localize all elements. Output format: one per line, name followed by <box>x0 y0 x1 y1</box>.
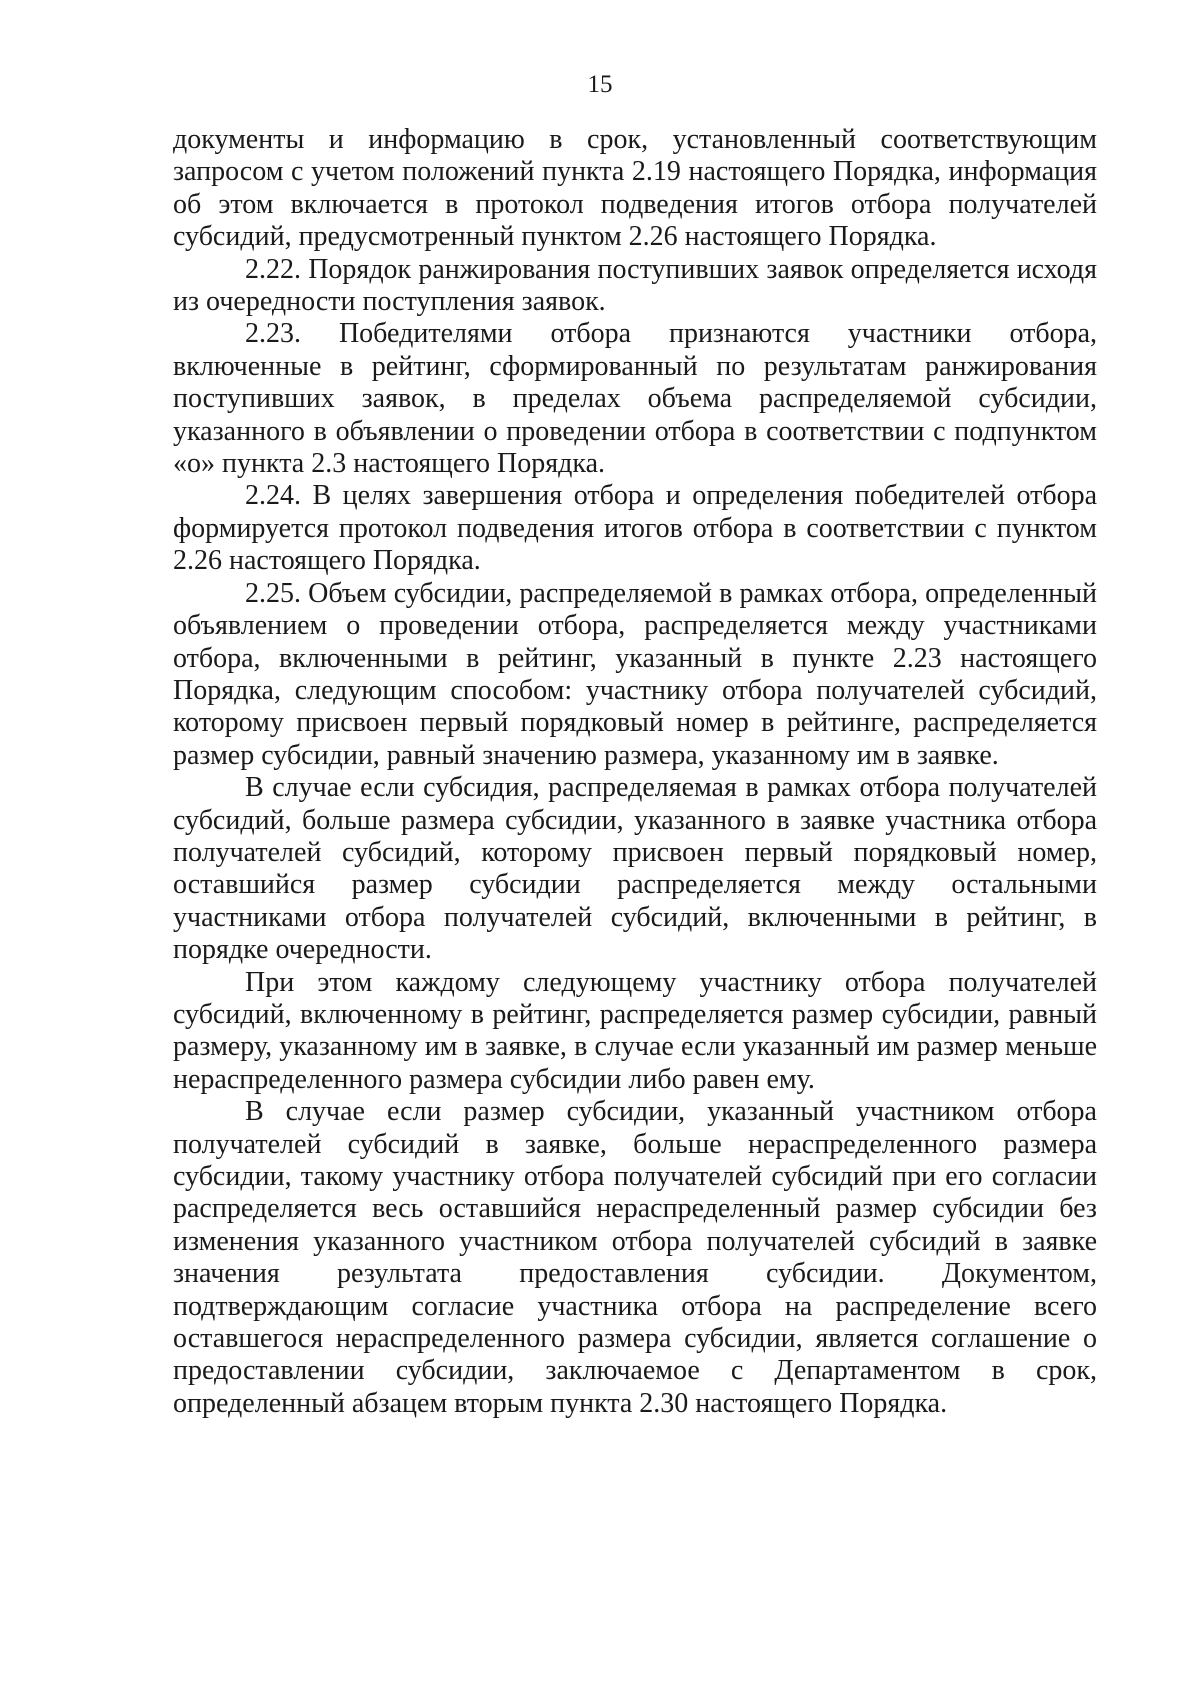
paragraph-2-22: 2.22. Порядок ранжирования поступивших заявок определяется исходя из очередности поступления заявок. <box>173 253 1097 318</box>
paragraph-continuation: документы и информацию в срок, установленный соответствующим запросом с учетом положений пункта 2.19 настоящего Порядка, информация об этом включается в протокол подведения итогов отбора получателей субсидий, предусмотренный пунктом 2.26 настоящего Порядка. <box>173 124 1097 253</box>
document-body <box>173 124 1097 1420</box>
paragraph-remaining-distribution: В случае если субсидия, распределяемая в рамках отбора получателей субсидий, больше размера субсидии, указанного в заявке участника отбора получателей субсидий, которому присвоен первый порядковый номер, оставшийся размер субсидии распределяется между остальными участниками отбора получателей субсидий, включенными в рейтинг, в порядке очередности. <box>173 772 1097 966</box>
page-number: 15 <box>587 71 613 98</box>
paragraph-2-23: 2.23. Победителями отбора признаются участники отбора, включенные в рейтинг, сформированный по результатам ранжирования поступивших заявок, в пределах объема распределяемой субсидии, указанного в объявлении о проведении отбора в соответствии с подпунктом «о» пункта 2.3 настоящего Порядка. <box>173 318 1097 480</box>
paragraph-2-24: 2.24. В целях завершения отбора и определения победителей отбора формируется протокол подведения итогов отбора в соответствии с пунктом 2.26 настоящего Порядка. <box>173 480 1097 577</box>
paragraph-consent: В случае если размер субсидии, указанный участником отбора получателей субсидий в заявке, больше нераспределенного размера субсидии, такому участнику отбора получателей субсидий при его согласии распределяется весь оставшийся нераспределенный размер субсидии без изменения указанного участником отбора получателей субсидий в заявке значения результата предоставления субсидии. Документом, подтверждающим согласие участника отбора на распределение всего оставшегося нераспределенного размера субсидии, является соглашение о предоставлении субсидии, заключаемое с Департаментом в срок, определенный абзацем вторым пункта 2.30 настоящего Порядка. <box>173 1096 1097 1419</box>
paragraph-2-25: 2.25. Объем субсидии, распределяемой в рамках отбора, определенный объявлением о проведении отбора, распределяется между участниками отбора, включенными в рейтинг, указанный в пункте 2.23 настоящего Порядка, следующим способом: участнику отбора получателей субсидий, которому присвоен первый порядковый номер в рейтинге, распределяется размер субсидии, равный значению размера, указанному им в заявке. <box>173 577 1097 771</box>
paragraph-next-participant: При этом каждому следующему участнику отбора получателей субсидий, включенному в рейтинг, распределяется размер субсидии, равный размеру, указанному им в заявке, в случае если указанный им размер меньше нераспределенного размера субсидии либо равен ему. <box>173 966 1097 1095</box>
